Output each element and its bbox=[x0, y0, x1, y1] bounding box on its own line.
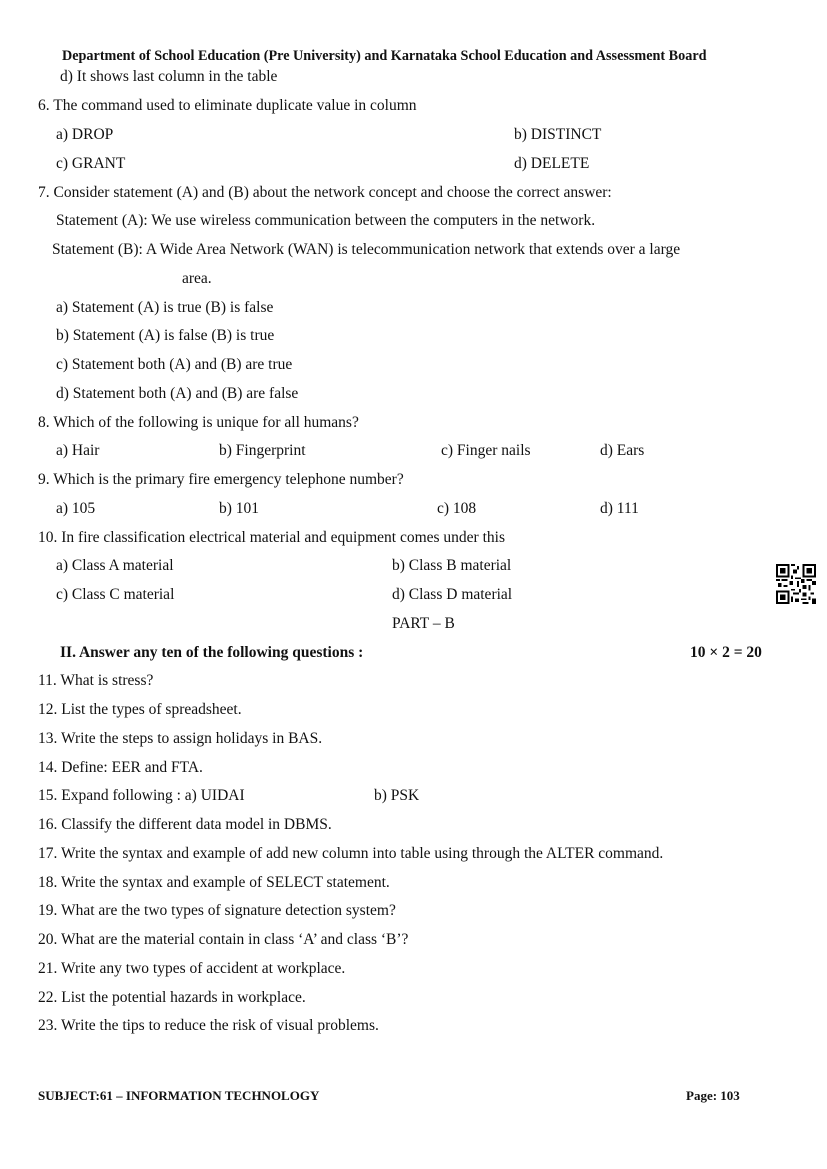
option-q6-a: a) DROP bbox=[56, 126, 114, 143]
option-q9-c: c) 108 bbox=[437, 500, 477, 517]
section-title: II. Answer any ten of the following questions : bbox=[60, 644, 364, 661]
question-10: 10. In fire classification electrical material and equipment comes under this bbox=[38, 529, 505, 546]
question-13: 13. Write the steps to assign holidays in BAS. bbox=[38, 730, 323, 747]
option-q8-d: d) Ears bbox=[600, 442, 645, 459]
page-header: Department of School Education (Pre University) and Karnataka School Education and Assessment Board bbox=[62, 48, 707, 64]
question-11: 11. What is stress? bbox=[38, 672, 154, 689]
question-22: 22. List the potential hazards in workplace. bbox=[38, 989, 306, 1006]
footer-page-number: Page: 103 bbox=[686, 1088, 740, 1103]
option-q6-b: b) DISTINCT bbox=[514, 126, 602, 143]
question-16: 16. Classify the different data model in DBMS. bbox=[38, 816, 332, 833]
option-q9-a: a) 105 bbox=[56, 500, 96, 517]
section-marks: 10 × 2 = 20 bbox=[690, 644, 762, 661]
question-18: 18. Write the syntax and example of SELECT statement. bbox=[38, 874, 390, 891]
question-12: 12. List the types of spreadsheet. bbox=[38, 701, 242, 718]
question-17: 17. Write the syntax and example of add new column into table using through the ALTER command. bbox=[38, 845, 664, 862]
option-q9-b: b) 101 bbox=[219, 500, 260, 517]
question-21: 21. Write any two types of accident at workplace. bbox=[38, 960, 346, 977]
option-q8-c: c) Finger nails bbox=[441, 442, 531, 459]
question-23: 23. Write the tips to reduce the risk of visual problems. bbox=[38, 1017, 379, 1034]
option-q7-b: b) Statement (A) is false (B) is true bbox=[56, 327, 275, 344]
option-q8-a: a) Hair bbox=[56, 442, 100, 459]
statement-b-continued: area. bbox=[182, 270, 212, 287]
statement-a: Statement (A): We use wireless communication between the computers in the network. bbox=[56, 212, 596, 229]
question-6: 6. The command used to eliminate duplicate value in column bbox=[38, 97, 417, 114]
question-9: 9. Which is the primary fire emergency telephone number? bbox=[38, 471, 404, 488]
option-q10-a: a) Class A material bbox=[56, 557, 174, 574]
qr-code-icon bbox=[776, 564, 816, 604]
option-q6-d: d) DELETE bbox=[514, 155, 590, 172]
question-19: 19. What are the two types of signature detection system? bbox=[38, 902, 396, 919]
option-q6-c: c) GRANT bbox=[56, 155, 126, 172]
option-q7-a: a) Statement (A) is true (B) is false bbox=[56, 299, 274, 316]
option-q10-c: c) Class C material bbox=[56, 586, 175, 603]
question-8: 8. Which of the following is unique for all humans? bbox=[38, 414, 359, 431]
question-15-b: b) PSK bbox=[374, 787, 420, 804]
option-q10-b: b) Class B material bbox=[392, 557, 512, 574]
question-14: 14. Define: EER and FTA. bbox=[38, 759, 203, 776]
option-q10-d: d) Class D material bbox=[392, 586, 513, 603]
statement-b: Statement (B): A Wide Area Network (WAN) is telecommunication network that extends over a large bbox=[52, 241, 681, 258]
question-7: 7. Consider statement (A) and (B) about the network concept and choose the correct answer: bbox=[38, 184, 612, 201]
option-q7-c: c) Statement both (A) and (B) are true bbox=[56, 356, 293, 373]
question-20: 20. What are the material contain in class ‘A’ and class ‘B’? bbox=[38, 931, 409, 948]
option-q7-d: d) Statement both (A) and (B) are false bbox=[56, 385, 299, 402]
option-q5-d: d) It shows last column in the table bbox=[60, 68, 278, 85]
option-q9-d: d) 111 bbox=[600, 500, 639, 517]
question-15: 15. Expand following : a) UIDAI bbox=[38, 787, 245, 804]
footer-subject: SUBJECT:61 – INFORMATION TECHNOLOGY bbox=[38, 1088, 320, 1103]
option-q8-b: b) Fingerprint bbox=[219, 442, 306, 459]
part-b-heading: PART – B bbox=[392, 615, 455, 632]
